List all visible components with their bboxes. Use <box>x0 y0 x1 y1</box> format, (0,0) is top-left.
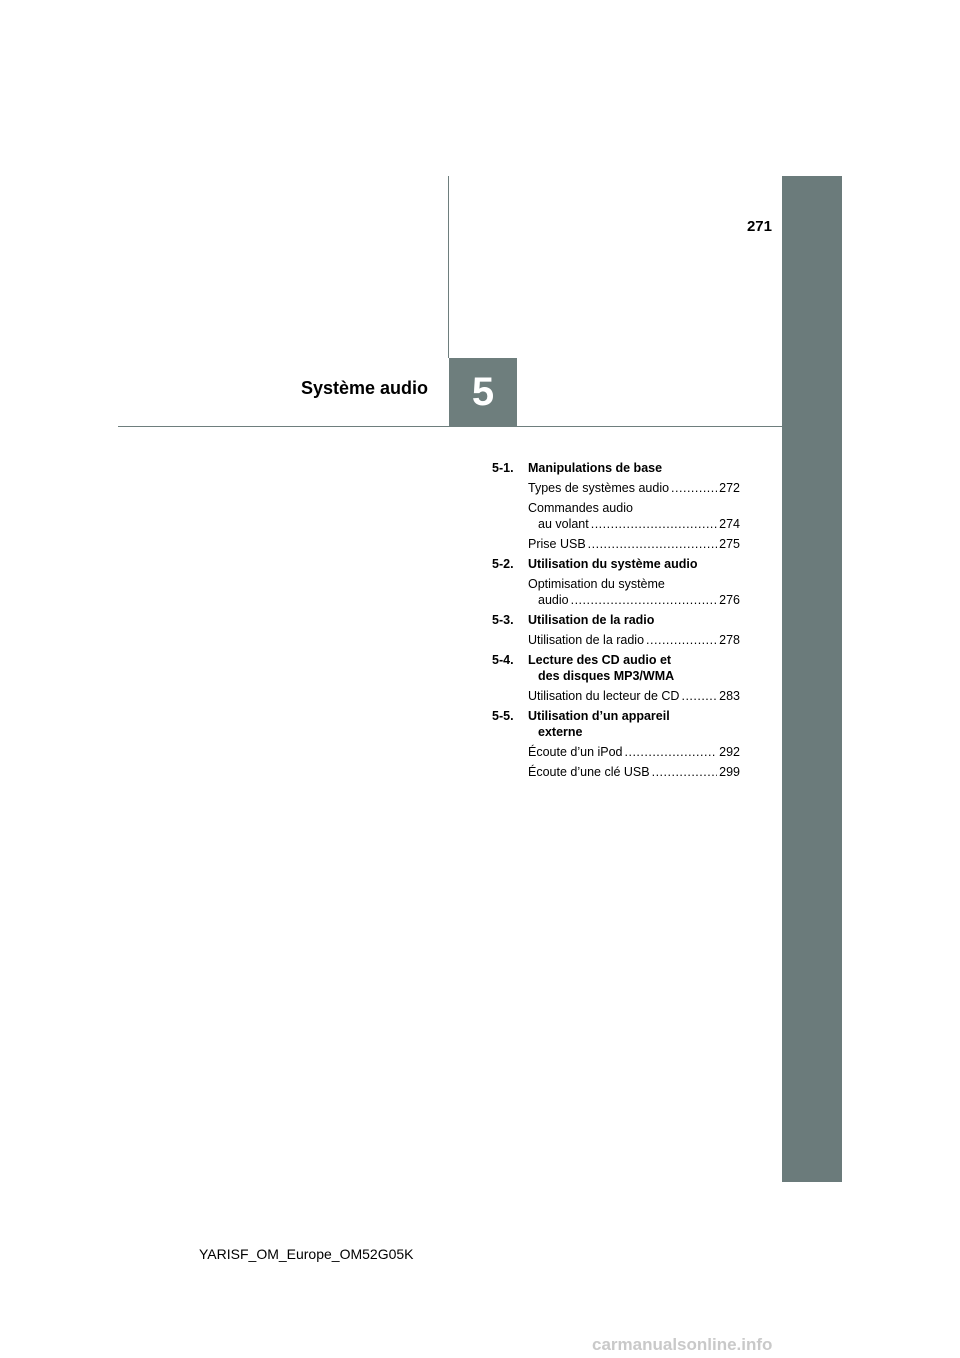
section-number: 5-4. <box>492 653 514 667</box>
chapter-number-box <box>449 358 517 427</box>
toc-section <box>492 652 740 704</box>
toc-entry-line <box>528 516 740 532</box>
dot-leader <box>571 592 718 608</box>
section-number: 5-5. <box>492 709 514 723</box>
section-heading <box>492 652 740 684</box>
dot-leader <box>671 480 717 496</box>
dot-leader <box>652 764 718 780</box>
toc-entry-label: Prise USB <box>528 537 586 551</box>
toc-entry-page: 275 <box>719 537 740 551</box>
section-heading <box>492 612 740 628</box>
toc-entry-line <box>528 500 740 516</box>
toc-section <box>492 708 740 780</box>
toc-entry-label: Utilisation du lecteur de CD <box>528 689 680 703</box>
section-title-line: externe <box>538 725 583 739</box>
toc-entry[interactable] <box>528 500 740 532</box>
toc-entry-label: au volant <box>538 517 589 531</box>
dot-leader <box>625 744 718 760</box>
dot-leader <box>588 536 717 552</box>
section-title-line: Manipulations de base <box>528 461 663 475</box>
toc-entry-label: audio <box>538 593 569 607</box>
dot-leader <box>591 516 717 532</box>
vertical-divider <box>448 176 449 358</box>
chapter-title: Système audio <box>300 378 428 398</box>
toc-section <box>492 612 740 648</box>
toc-entry-page: 274 <box>719 517 740 531</box>
toc-entry-line <box>528 764 740 780</box>
section-title <box>528 556 740 572</box>
watermark: carmanualsonline.info <box>592 1335 773 1354</box>
toc-entry[interactable] <box>528 764 740 780</box>
section-heading <box>492 556 740 572</box>
toc-entry-page: 278 <box>719 633 740 647</box>
toc-section <box>492 460 740 552</box>
dot-leader <box>646 632 717 648</box>
toc-entry-page: 292 <box>719 745 740 759</box>
section-heading <box>492 708 740 740</box>
section-title <box>528 652 740 684</box>
toc-entry-line <box>528 688 740 704</box>
toc-entry-line <box>528 480 740 496</box>
section-title <box>528 460 740 476</box>
page-number: 271 <box>746 218 772 235</box>
section-number: 5-3. <box>492 613 514 627</box>
section-title <box>528 708 740 740</box>
toc-entry[interactable] <box>528 632 740 648</box>
dot-leader <box>681 688 717 704</box>
section-number: 5-2. <box>492 557 514 571</box>
toc-entry-line <box>528 592 740 608</box>
chapter-number: 5 <box>471 370 495 414</box>
section-heading <box>492 460 740 476</box>
toc-entry-page: 276 <box>719 593 740 607</box>
toc-entry-label: Utilisation de la radio <box>528 633 645 647</box>
toc-entry[interactable] <box>528 576 740 608</box>
toc-entry-line <box>528 632 740 648</box>
toc-entry[interactable] <box>528 536 740 552</box>
toc-entry-page: 283 <box>719 689 740 703</box>
table-of-contents <box>492 460 740 784</box>
toc-entry-page: 272 <box>719 481 740 495</box>
toc-entry-label: Écoute d’un iPod <box>528 745 623 759</box>
toc-entry[interactable] <box>528 480 740 496</box>
section-title-line: Utilisation d’un appareil <box>528 709 670 723</box>
section-number: 5-1. <box>492 461 514 475</box>
document-code: YARISF_OM_Europe_OM52G05K <box>199 1246 414 1262</box>
section-title-line: Lecture des CD audio et <box>528 653 672 667</box>
section-title-line: des disques MP3/WMA <box>538 669 675 683</box>
toc-entry-line <box>528 744 740 760</box>
toc-entry-label: Types de systèmes audio <box>528 481 670 495</box>
toc-entry-label: Commandes audio <box>528 501 633 515</box>
chapter-side-tab <box>782 176 842 1182</box>
toc-section <box>492 556 740 608</box>
toc-entry-line <box>528 536 740 552</box>
toc-entry-page: 299 <box>719 765 740 779</box>
section-title <box>528 612 740 628</box>
toc-entry[interactable] <box>528 688 740 704</box>
section-title-line: Utilisation du système audio <box>528 557 698 571</box>
section-title-line: Utilisation de la radio <box>528 613 655 627</box>
toc-entry[interactable] <box>528 744 740 760</box>
toc-entry-label: Optimisation du système <box>528 577 665 591</box>
toc-entry-label: Écoute d’une clé USB <box>528 765 650 779</box>
toc-entry-line <box>528 576 740 592</box>
